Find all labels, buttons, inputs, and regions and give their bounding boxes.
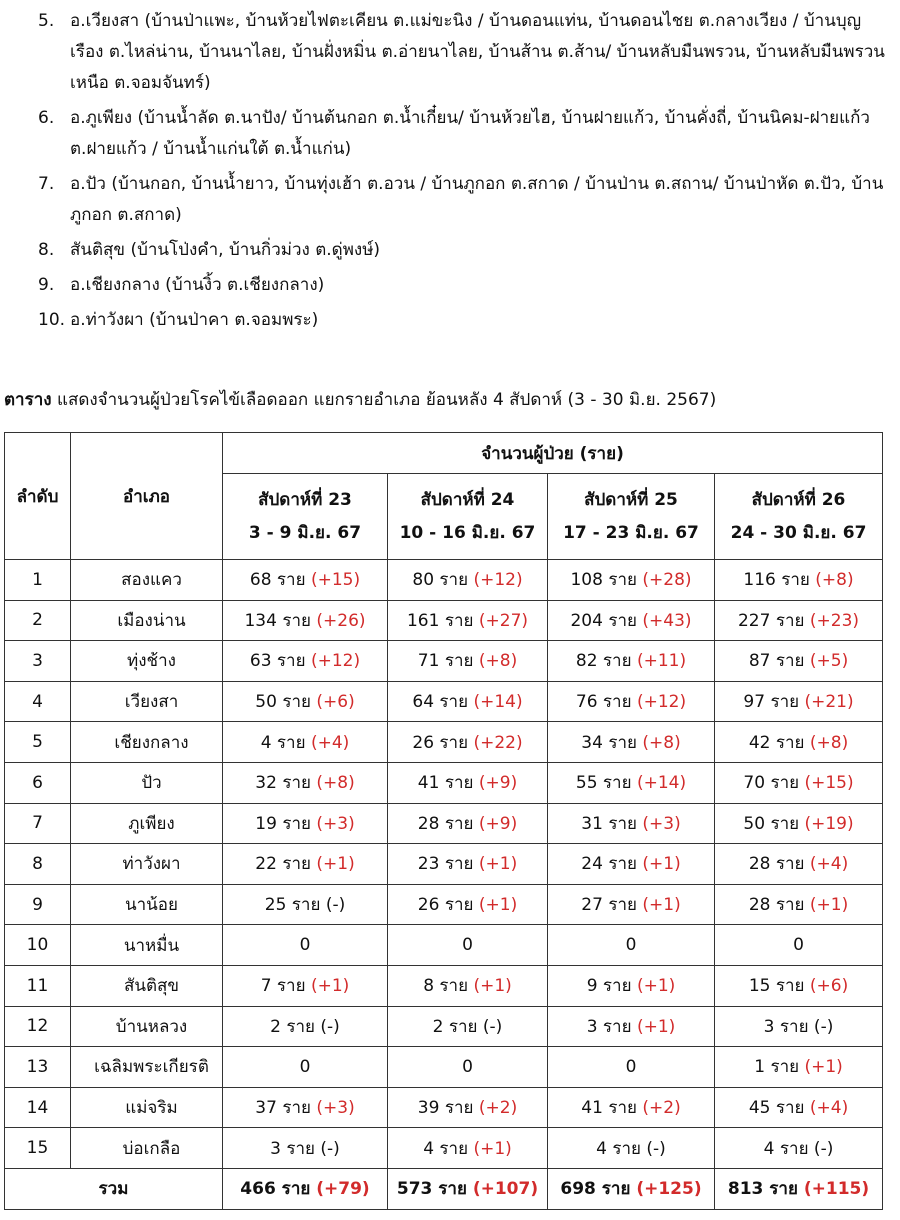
case-change: (+8) [478, 651, 518, 672]
case-count: 76 ราย [575, 692, 637, 713]
week-cell [548, 681, 715, 722]
row-number: 3 [5, 641, 71, 682]
case-count: 4 ราย (-) [763, 1138, 834, 1159]
week-label: สัปดาห์ที่ 25 [584, 489, 678, 510]
week-cell [548, 1047, 715, 1088]
case-change: (+12) [473, 570, 523, 591]
header-row [5, 433, 883, 474]
week-cell [388, 1168, 548, 1209]
list-number: 8. [38, 240, 55, 260]
case-count: 0 [625, 935, 637, 956]
week-dates: 24 - 30 มิ.ย. 67 [730, 522, 867, 543]
case-change: (+115) [803, 1179, 870, 1200]
week-cell [548, 884, 715, 925]
case-count: 82 ราย [575, 651, 637, 672]
case-change: (+5) [809, 651, 849, 672]
case-change: (+4) [809, 1098, 849, 1119]
case-count: 9 ราย [586, 976, 637, 997]
case-change: (+11) [636, 651, 687, 672]
list-text: อ.ปัว (บ้านกอก, บ้านน้ำยาว, บ้านทุ่งเฮ้า ต.อวน / บ้านภูกอก ต.สกาด / บ้านป่าน ต.สถาน/ บ้านป่าหัด ต.ปัว, บ้านภูกอก ต.สกาด) [70, 174, 884, 225]
case-count: 4 ราย [260, 732, 311, 753]
week-cell [223, 803, 388, 844]
week-cell [223, 1047, 388, 1088]
table-row [5, 844, 883, 885]
week-cell [715, 560, 883, 601]
case-count: 2 ราย (-) [432, 1016, 503, 1037]
case-change: (+12) [310, 651, 361, 672]
case-count: 50 ราย [255, 692, 317, 713]
table-row [5, 1087, 883, 1128]
week-cell [388, 641, 548, 682]
row-number: 11 [5, 965, 71, 1006]
case-change: (+12) [636, 692, 687, 713]
case-change: (+1) [804, 1057, 843, 1078]
list-number: 7. [38, 174, 55, 194]
week-cell [715, 1047, 883, 1088]
case-count: 31 ราย [581, 813, 643, 834]
case-count: 39 ราย [417, 1098, 479, 1119]
case-count: 26 ราย [412, 732, 474, 753]
case-count: 0 [462, 935, 473, 956]
week-cell [223, 681, 388, 722]
case-count: 25 ราย (-) [264, 895, 346, 916]
district-name: เฉลิมพระเกียรติ [71, 1047, 223, 1088]
district-name: บ้านหลวง [71, 1006, 223, 1047]
case-count: 55 ราย [575, 773, 637, 794]
week-label: สัปดาห์ที่ 23 [258, 489, 352, 510]
district-name: ปัว [71, 762, 223, 803]
case-count: 7 ราย [260, 976, 311, 997]
case-change: (+28) [642, 570, 692, 591]
case-change: (+3) [316, 813, 355, 834]
case-change: (+23) [809, 610, 860, 631]
case-count: 41 ราย [581, 1098, 643, 1119]
case-count: 698 ราย [560, 1179, 637, 1200]
case-change: (+15) [310, 570, 361, 591]
list-item [38, 305, 888, 336]
case-count: 41 ราย [417, 773, 479, 794]
case-count: 28 ราย [748, 854, 810, 875]
case-change: (+107) [472, 1179, 539, 1200]
week-cell [548, 1006, 715, 1047]
list-item [38, 169, 888, 231]
row-number: 15 [5, 1128, 71, 1169]
week-cell [715, 722, 883, 763]
case-count: 28 ราย [417, 813, 479, 834]
week-cell [715, 1087, 883, 1128]
week-cell [223, 1006, 388, 1047]
case-count: 23 ราย [417, 854, 479, 875]
case-count: 24 ราย [581, 854, 643, 875]
week-cell [223, 1168, 388, 1209]
list-text: สันติสุข (บ้านโป่งคำ, บ้านกิ่วม่วง ต.ดู่พงษ์) [70, 240, 381, 260]
case-count: 80 ราย [412, 570, 474, 591]
case-change: (+15) [804, 773, 854, 794]
col-header-week [548, 474, 715, 560]
case-count: 227 ราย [737, 610, 810, 631]
week-cell [223, 641, 388, 682]
col-header-week [715, 474, 883, 560]
week-cell [388, 681, 548, 722]
case-count: 45 ราย [748, 1098, 810, 1119]
case-count: 64 ราย [412, 692, 474, 713]
case-change: (+8) [815, 570, 854, 591]
week-cell [715, 844, 883, 885]
case-change: (+9) [478, 813, 518, 834]
case-count: 97 ราย [743, 692, 805, 713]
case-count: 42 ราย [748, 732, 810, 753]
case-change: (+21) [804, 692, 854, 713]
row-number: 9 [5, 884, 71, 925]
table-row [5, 681, 883, 722]
case-count: 204 ราย [570, 610, 643, 631]
week-cell [715, 600, 883, 641]
week-cell [548, 600, 715, 641]
week-cell [223, 600, 388, 641]
week-cell [388, 1006, 548, 1047]
table-row [5, 884, 883, 925]
list-number: 9. [38, 275, 55, 295]
total-label: รวม [5, 1168, 223, 1209]
week-cell [388, 844, 548, 885]
list-number: 6. [38, 108, 55, 128]
case-count: 108 ราย [570, 570, 643, 591]
case-change: (+1) [642, 854, 681, 875]
case-change: (+79) [316, 1179, 370, 1200]
case-change: (+8) [316, 773, 355, 794]
week-cell [715, 1128, 883, 1169]
col-header-group: จำนวนผู้ป่วย (ราย) [223, 433, 883, 474]
district-name: ภูเพียง [71, 803, 223, 844]
case-count: 22 ราย [255, 854, 317, 875]
week-cell [548, 762, 715, 803]
row-number: 1 [5, 560, 71, 601]
case-count: 573 ราย [396, 1179, 473, 1200]
week-dates: 17 - 23 มิ.ย. 67 [563, 522, 699, 543]
week-cell [715, 965, 883, 1006]
week-cell [223, 722, 388, 763]
week-cell [388, 884, 548, 925]
week-cell [388, 560, 548, 601]
week-cell [548, 1087, 715, 1128]
week-label: สัปดาห์ที่ 26 [751, 489, 846, 510]
case-change: (+6) [316, 692, 355, 713]
case-count: 0 [625, 1056, 637, 1077]
case-count: 15 ราย [748, 976, 810, 997]
case-change: (+27) [478, 610, 529, 631]
district-name: เมืองน่าน [71, 600, 223, 641]
table-row [5, 722, 883, 763]
table-row [5, 965, 883, 1006]
week-cell [388, 1128, 548, 1169]
district-name: นาหมื่น [71, 925, 223, 966]
case-count: 19 ราย [255, 813, 317, 834]
week-cell [223, 844, 388, 885]
case-change: (+8) [642, 732, 681, 753]
case-change: (+1) [473, 976, 512, 997]
list-item [38, 235, 888, 266]
case-change: (+1) [636, 976, 676, 997]
case-count: 4 ราย (-) [596, 1138, 666, 1159]
district-name: สองแคว [71, 560, 223, 601]
table-row [5, 1047, 883, 1088]
table-row [5, 600, 883, 641]
case-count: 71 ราย [417, 651, 479, 672]
district-name: นาน้อย [71, 884, 223, 925]
week-cell [388, 722, 548, 763]
row-number: 8 [5, 844, 71, 885]
case-count: 32 ราย [255, 773, 317, 794]
week-cell [548, 925, 715, 966]
case-count: 37 ราย [255, 1098, 317, 1119]
week-cell [388, 1047, 548, 1088]
week-cell [223, 884, 388, 925]
table-row [5, 925, 883, 966]
case-count: 466 ราย [240, 1179, 317, 1200]
week-cell [715, 641, 883, 682]
case-change: (+1) [636, 1016, 676, 1037]
row-number: 14 [5, 1087, 71, 1128]
case-count: 68 ราย [249, 570, 311, 591]
case-count: 87 ราย [748, 651, 810, 672]
case-change: (+4) [809, 854, 849, 875]
week-cell [388, 965, 548, 1006]
week-cell [388, 803, 548, 844]
table-row [5, 1006, 883, 1047]
dengue-cases-table [4, 432, 883, 1210]
list-item [38, 270, 888, 301]
table-row [5, 1128, 883, 1169]
affected-villages-list [38, 6, 888, 340]
case-count: 134 ราย [244, 610, 317, 631]
case-change: (+14) [636, 773, 687, 794]
week-cell [223, 560, 388, 601]
case-count: 0 [299, 935, 311, 956]
case-count: 3 ราย (-) [763, 1016, 834, 1037]
table-row [5, 762, 883, 803]
case-count: 34 ราย [581, 732, 643, 753]
case-count: 63 ราย [249, 651, 311, 672]
case-change: (+1) [809, 895, 849, 916]
case-count: 28 ราย [748, 895, 810, 916]
district-name: ท่าวังผา [71, 844, 223, 885]
week-cell [548, 965, 715, 1006]
case-count: 2 ราย (-) [270, 1016, 340, 1037]
district-name: แม่จริม [71, 1087, 223, 1128]
case-change: (+1) [310, 976, 350, 997]
case-count: 4 ราย [423, 1138, 474, 1159]
case-change: (+43) [642, 610, 692, 631]
case-change: (+22) [473, 732, 523, 753]
week-cell [715, 1006, 883, 1047]
row-number: 10 [5, 925, 71, 966]
week-cell [388, 1087, 548, 1128]
week-cell [388, 762, 548, 803]
table-body [5, 560, 883, 1210]
case-count: 3 ราย (-) [270, 1138, 340, 1159]
table-row [5, 560, 883, 601]
case-count: 50 ราย [743, 813, 805, 834]
case-change: (+1) [642, 895, 681, 916]
week-cell [223, 925, 388, 966]
week-cell [548, 1128, 715, 1169]
district-name: ทุ่งช้าง [71, 641, 223, 682]
case-change: (+9) [478, 773, 518, 794]
list-number: 10. [38, 310, 66, 330]
week-cell [223, 1087, 388, 1128]
col-header-order: ลำดับ [5, 433, 71, 560]
col-header-week [223, 474, 388, 560]
row-number: 5 [5, 722, 71, 763]
table-row [5, 803, 883, 844]
row-number: 12 [5, 1006, 71, 1047]
week-cell [548, 641, 715, 682]
col-header-district: อำเภอ [71, 433, 223, 560]
case-count: 70 ราย [743, 773, 805, 794]
case-change: (+3) [316, 1098, 355, 1119]
case-change: (+26) [316, 610, 366, 631]
row-number: 4 [5, 681, 71, 722]
district-name: เชียงกลาง [71, 722, 223, 763]
district-name: เวียงสา [71, 681, 223, 722]
total-row [5, 1168, 883, 1209]
week-cell [715, 762, 883, 803]
week-dates: 3 - 9 มิ.ย. 67 [248, 522, 362, 543]
week-cell [548, 844, 715, 885]
caption-text: แสดงจำนวนผู้ป่วยโรคไข้เลือดออก แยกรายอำเภอ ย้อนหลัง 4 สัปดาห์ (3 - 30 มิ.ย. 2567) [51, 390, 717, 410]
case-change: (+1) [473, 1138, 512, 1159]
list-text: อ.เชียงกลาง (บ้านงิ้ว ต.เชียงกลาง) [70, 275, 325, 295]
case-count: 8 ราย [423, 976, 474, 997]
case-count: 1 ราย [754, 1057, 805, 1078]
week-cell [715, 681, 883, 722]
case-count: 161 ราย [406, 610, 479, 631]
list-text: อ.ท่าวังผา (บ้านป่าคา ต.จอมพระ) [70, 310, 319, 330]
case-change: (+6) [809, 976, 849, 997]
case-count: 26 ราย [417, 895, 479, 916]
district-name: สันติสุข [71, 965, 223, 1006]
week-cell [548, 1168, 715, 1209]
list-item [38, 6, 888, 99]
week-cell [223, 762, 388, 803]
week-cell [715, 1168, 883, 1209]
row-number: 6 [5, 762, 71, 803]
list-text: อ.เวียงสา (บ้านป่าแพะ, บ้านห้วยไฟตะเคียน ต.แม่ขะนิง / บ้านดอนแท่น, บ้านดอนไชย ต.กลางเวียง / บ้านบุญเรือง ต.ไหล่น่าน, บ้านนาไลย, บ้านฝั่งหมิ่น ต.อ่ายนาไลย, บ้านส้าน ต.ส้าน/ บ้านหลับมืนพรวน, บ้านหลับมืนพรวนเหนือ ต.จอมจันทร์) [70, 11, 885, 93]
week-cell [715, 803, 883, 844]
case-count: 0 [299, 1056, 311, 1077]
list-item [38, 103, 888, 165]
case-change: (+125) [636, 1179, 702, 1200]
week-cell [388, 600, 548, 641]
case-change: (+2) [478, 1098, 518, 1119]
case-count: 27 ราย [581, 895, 643, 916]
week-cell [715, 884, 883, 925]
col-header-week [388, 474, 548, 560]
case-count: 3 ราย [586, 1016, 637, 1037]
week-dates: 10 - 16 มิ.ย. 67 [399, 522, 536, 543]
week-cell [548, 560, 715, 601]
week-cell [223, 1128, 388, 1169]
table-row [5, 641, 883, 682]
case-change: (+19) [804, 813, 854, 834]
case-change: (+4) [310, 732, 350, 753]
case-change: (+2) [642, 1098, 681, 1119]
week-cell [388, 925, 548, 966]
case-count: 813 ราย [727, 1179, 804, 1200]
week-cell [715, 925, 883, 966]
row-number: 2 [5, 600, 71, 641]
table-caption [4, 386, 716, 413]
case-count: 116 ราย [743, 570, 816, 591]
list-text: อ.ภูเพียง (บ้านน้ำลัด ต.นาปัง/ บ้านต้นกอก ต.น้ำเกี๋ยน/ บ้านห้วยไฮ, บ้านฝายแก้ว, บ้านคั่งถี่, บ้านนิคม-ฝายแก้ว ต.ฝายแก้ว / บ้านน้ำแก่นใต้ ต.น้ำแก่น) [70, 108, 870, 159]
week-cell [223, 965, 388, 1006]
case-change: (+1) [478, 854, 518, 875]
week-cell [548, 722, 715, 763]
case-count: 0 [793, 935, 804, 956]
list-number: 5. [38, 11, 55, 31]
week-label: สัปดาห์ที่ 24 [420, 489, 515, 510]
case-change: (+3) [642, 813, 681, 834]
row-number: 7 [5, 803, 71, 844]
week-cell [548, 803, 715, 844]
case-change: (+8) [809, 732, 849, 753]
case-count: 0 [462, 1056, 473, 1077]
district-name: บ่อเกลือ [71, 1128, 223, 1169]
case-change: (+1) [316, 854, 355, 875]
caption-label: ตาราง [4, 390, 52, 410]
row-number: 13 [5, 1047, 71, 1088]
case-change: (+1) [478, 895, 518, 916]
case-change: (+14) [473, 692, 523, 713]
